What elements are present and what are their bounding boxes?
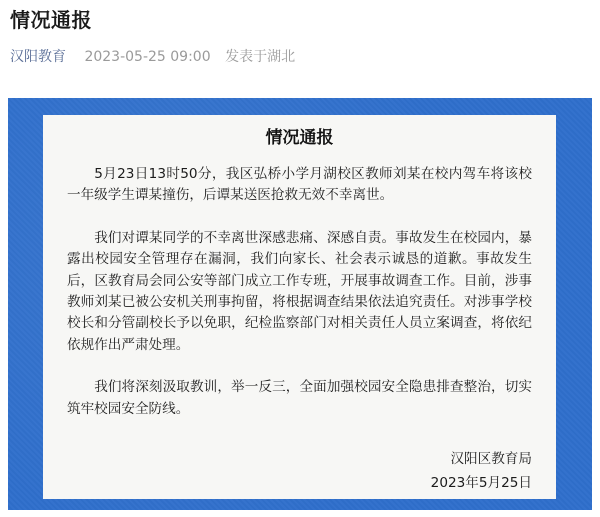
- notice-image-frame: [8, 98, 592, 510]
- publish-date: 2023-05-25 09:00: [84, 49, 211, 65]
- notice-paragraph-1: 5月23日13时50分，我区弘桥小学月湖校区教师刘某在校内驾车将该校一年级学生谭某撞伤，后谭某送医抢救无效不幸离世。: [67, 166, 532, 204]
- notice-paragraph-2: 我们对谭某同学的不幸离世深感悲痛、深感自责。事故发生在校园内，暴露出校园安全管理存在漏洞，我们向家长、社会表示诚恳的道歉。事故发生后，区教育局会同公安等部门成立工作专班，开展事故调查工作。目前，涉事教师刘某已被公安机关刑事拘留，将根据调查结果依法追究责任。对涉事学校校长和分管副校长予以免职，纪检监察部门对相关责任人员立案调查，将依纪依规作出严肃处理。: [67, 229, 532, 353]
- notice-signature-date: 2023年5月25日: [430, 475, 532, 491]
- article-meta: [10, 48, 590, 66]
- account-name-link[interactable]: 汉阳教育: [10, 49, 66, 65]
- notice-signature: 汉阳区教育局: [450, 451, 532, 467]
- page-title: 情况通报: [10, 8, 92, 32]
- notice-title: 情况通报: [265, 128, 334, 148]
- article-header: [10, 6, 590, 66]
- notice-paper: [43, 115, 556, 499]
- notice-paragraph-3: 我们将深刻汲取教训，举一反三，全面加强校园安全隐患排查整治，切实筑牢校园安全防线。: [67, 379, 532, 417]
- publish-location: 发表于湖北: [225, 49, 296, 65]
